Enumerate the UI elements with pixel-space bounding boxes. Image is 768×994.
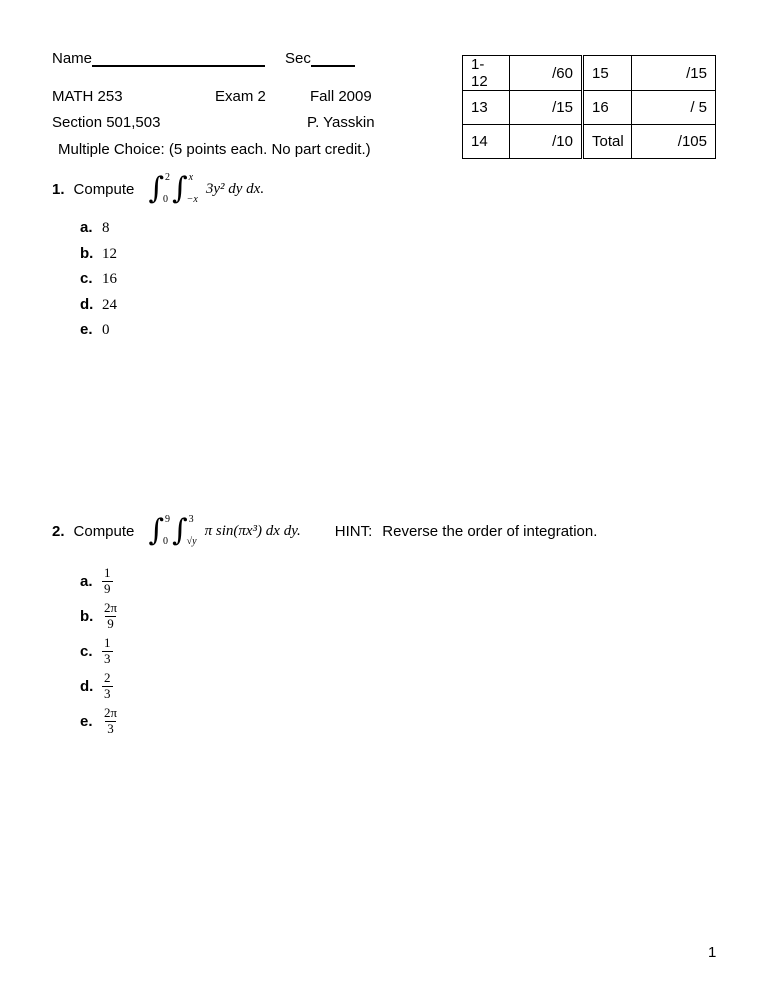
fraction: [102, 566, 113, 597]
choice-key: a.: [80, 219, 93, 236]
score-cell-label: 14: [463, 125, 510, 159]
course-title: MATH 253: [52, 88, 123, 105]
score-cell-value: /60: [510, 56, 583, 91]
choice-value: 24: [102, 296, 117, 313]
section-line: [0, 114, 768, 132]
outer-integral: [148, 172, 170, 206]
question-2: [52, 512, 597, 550]
q1-choice-d: [80, 296, 117, 311]
score-cell-label: 13: [463, 91, 510, 125]
score-cell-label: Total: [583, 125, 632, 159]
choice-key: e.: [80, 713, 93, 730]
q2-choice-b: [80, 601, 119, 632]
score-table: [462, 55, 716, 159]
outer-integral: [148, 514, 170, 548]
q2-choices: [80, 566, 119, 737]
integral-limits: [186, 172, 200, 206]
fraction-numerator: 2: [104, 670, 111, 686]
name-label: Name: [52, 50, 93, 67]
integral-limits: [165, 514, 170, 548]
name-blank-line: [92, 51, 265, 67]
score-cell-value: /10: [510, 125, 583, 159]
fraction-denominator: 3: [104, 651, 111, 666]
integral-icon: ∫: [172, 171, 188, 206]
fraction: [102, 706, 119, 737]
question-number: 2.: [52, 522, 65, 540]
name-sec-row: [52, 49, 355, 67]
inner-lower-limit: −x: [186, 194, 198, 205]
fraction-numerator: 2π: [104, 600, 118, 616]
fraction-numerator: 1: [104, 565, 111, 581]
q2-choice-e: [80, 706, 119, 737]
q2-choice-d: [80, 671, 119, 702]
q1-choice-e: [80, 321, 117, 336]
question-number: 1.: [52, 180, 65, 198]
fraction-denominator: 3: [107, 721, 114, 736]
question-verb: Compute: [73, 180, 135, 198]
inner-upper-limit: 3: [188, 514, 194, 525]
fraction: [102, 636, 113, 667]
choice-value: 12: [102, 245, 117, 262]
outer-upper-limit: 9: [165, 514, 171, 525]
page-number: 1: [708, 944, 717, 961]
integral-limits: [165, 172, 170, 206]
score-cell-value: /15: [510, 91, 583, 125]
q2-choice-c: [80, 636, 119, 667]
inner-lower-limit: √y: [186, 536, 197, 547]
score-cell-value: /105: [632, 125, 716, 159]
choice-key: d.: [80, 678, 94, 695]
q1-choices: [80, 219, 117, 336]
hint-text: Reverse the order of integration.: [382, 522, 598, 540]
choice-value: 16: [102, 271, 117, 287]
question-verb: Compute: [73, 522, 135, 540]
score-row: [463, 56, 716, 91]
q2-choice-a: [80, 566, 119, 597]
exam-title: Exam 2: [215, 88, 266, 105]
q2-expression: [148, 514, 300, 548]
fraction-denominator: 3: [104, 686, 111, 701]
integral-icon: ∫: [172, 513, 188, 548]
choice-key: b.: [80, 608, 94, 625]
sec-label: Sec: [285, 50, 311, 67]
fraction-denominator: 9: [107, 616, 114, 631]
instructor-name: P. Yasskin: [307, 114, 375, 131]
score-cell-label: 15: [583, 56, 632, 91]
choice-key: b.: [80, 244, 94, 262]
choice-value: 8: [102, 220, 110, 236]
score-cell-value: /15: [632, 56, 716, 91]
outer-lower-limit: 0: [163, 194, 169, 205]
question-1: [52, 170, 264, 208]
score-cell-value: / 5: [632, 91, 716, 125]
score-cell-label: 1-12: [463, 56, 510, 91]
fraction-numerator: 1: [104, 635, 111, 651]
outer-upper-limit: 2: [165, 172, 171, 183]
q1-choice-c: [80, 270, 117, 285]
fraction-numerator: 2π: [104, 705, 118, 721]
choice-key: d.: [80, 295, 94, 313]
section-label: Section 501,503: [52, 114, 161, 131]
choice-key: c.: [80, 270, 93, 287]
inner-integral: [172, 514, 199, 548]
q1-choice-a: [80, 219, 117, 234]
integral-icon: ∫: [148, 513, 165, 548]
outer-lower-limit: 0: [163, 536, 169, 547]
q1-choice-b: [80, 245, 117, 260]
instructions-text: Multiple Choice: (5 points each. No part credit.): [58, 141, 371, 158]
choice-key: e.: [80, 321, 93, 338]
inner-integral: [172, 172, 200, 206]
sec-blank-line: [311, 51, 355, 67]
choice-key: a.: [80, 573, 93, 590]
term-label: Fall 2009: [310, 88, 372, 105]
integral-icon: ∫: [148, 171, 165, 206]
q2-integrand: π sin(πx³) dx dy.: [204, 522, 301, 539]
score-cell-label: 16: [583, 91, 632, 125]
integral-limits: [186, 514, 199, 548]
inner-upper-limit: x: [188, 172, 194, 183]
fraction: [102, 671, 113, 702]
course-line: [0, 88, 768, 106]
fraction-denominator: 9: [104, 581, 111, 596]
hint-label: HINT:: [334, 522, 373, 540]
q1-expression: [148, 172, 264, 206]
q1-integrand: 3y² dy dx.: [205, 180, 265, 197]
choice-value: 0: [102, 322, 110, 338]
choice-key: c.: [80, 643, 93, 660]
fraction: [102, 601, 119, 632]
